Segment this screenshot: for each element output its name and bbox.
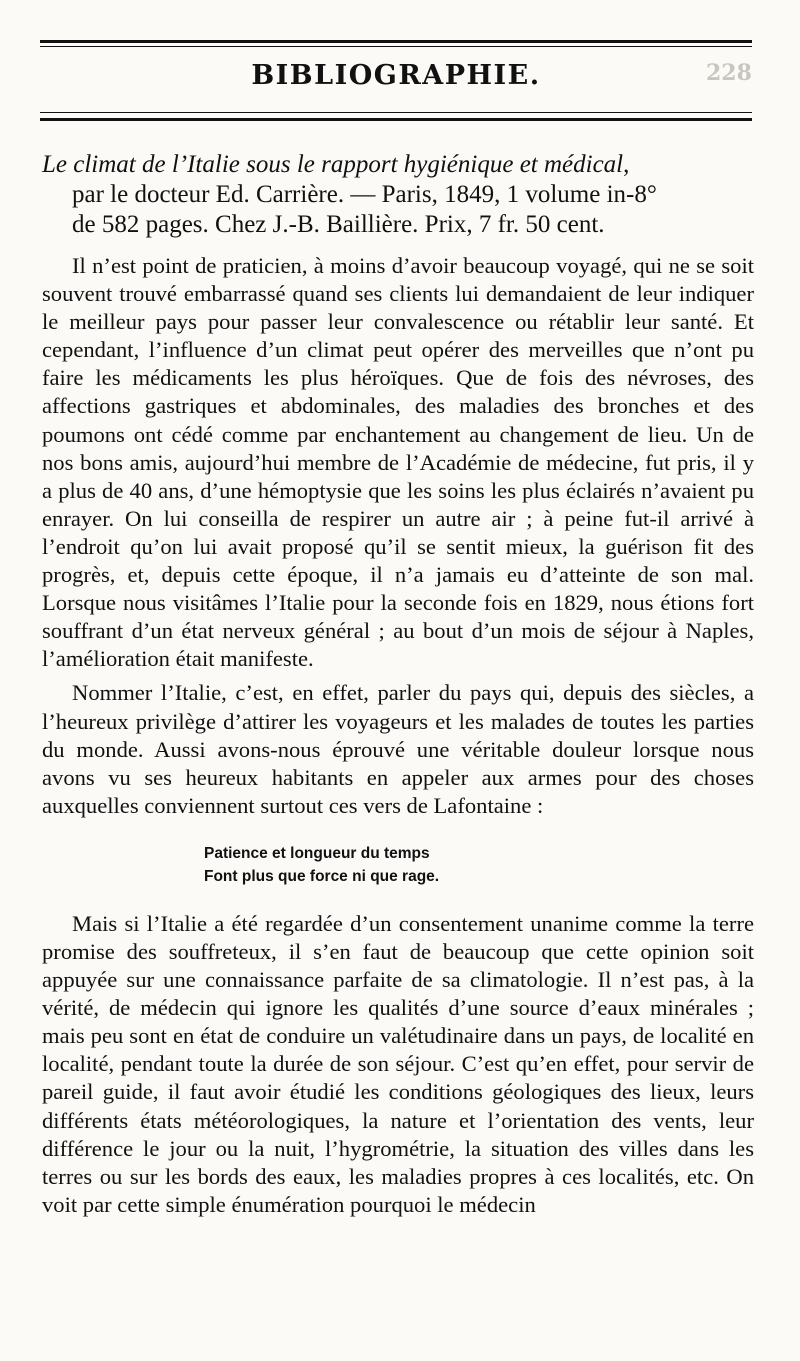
book-author-line: par le docteur Ed. Carrière. — Paris, 1849, 1 volume in-8° [72,181,657,208]
header-rule-thin [40,46,752,47]
book-title-comma: , [623,151,630,178]
paragraph-2: Nommer l’Italie, c’est, en effet, parler du pays qui, depuis des siècles, a l’heureux privilège d’attirer les voyageurs et les malades de toutes les parties du monde. Aussi avons-nous éprouvé une véritable douleur lorsque nous avons vu ses heureux habitants en appeler aux armes pour des choses auxquelles conviennent surtout ces vers de Lafontaine : [42,680,754,818]
book-publisher-line: de 582 pages. Chez J.-B. Baillière. Prix, 7 fr. 50 cent. [72,211,605,238]
title-rule-thin [40,112,752,113]
verse-quotation [204,842,754,888]
title-rule-thick [40,118,752,121]
section-title: BIBLIOGRAPHIE. [251,60,541,91]
bleed-through-page-number: 228 [706,60,752,86]
header-rule-thick [40,40,752,43]
paragraph-3: Mais si l’Italie a été regardée d’un consentement unanime comme la terre promise des souffreteux, il s’en faut de beaucoup que cette opinion soit appuyée sur une connaissance parfaite de sa climatologie. Il n’est pas, à la vérité, de médecin qui ignore les qualités d’une source d’eaux minérales ; mais peu sont en état de conduire un valétudinaire dans un pays, de localité en localité, pendant toute la durée de son séjour. C’est qu’en effet, pour servir de pareil guide, il faut avoir étudié les conditions géologiques des lieux, leurs différents états météorologiques, la nature et l’orientation des vents, leur différence le jour ou la nuit, l’hygrométrie, la situation des villes dans les terres ou sur les bords des eaux, les maladies propres à ces localités, etc. On voit par cette simple énumération pourquoi le médecin [42,910,754,1217]
book-reference-line-1 [42,150,754,180]
article-body [42,150,754,1219]
paragraph-1: Il n’est point de praticien, à moins d’avoir beaucoup voyagé, qui ne se soit souvent trouvé embarrassé quand ses clients lui demandaient de leur indiquer le meilleur pays pour passer leur convalescence ou rétablir leur santé. Et cependant, l’influence d’un climat peut opérer des merveilles que n’ont pu faire les médicaments les plus héroïques. Que de fois des névroses, des affections gastriques et abdominales, des maladies des bronches et des poumons ont cédé comme par enchantement au changement de lieu. Un de nos bons amis, aujourd’hui membre de l’Académie de médecine, fut pris, il y a plus de 40 ans, d’une hémoptysie que les soins les plus éclairés n’avaient pu enrayer. On lui conseilla de respirer un autre air ; à peine fut-il arrivé à l’endroit qu’on lui avait proposé qu’il se sentit mieux, la guérison fit des progrès, et, depuis cette époque, il n’a jamais eu d’atteinte de son mal. Lorsque nous visitâmes l’Italie pour la seconde fois en 1829, nous étions fort souffrant d’un état nerveux général ; au bout d’un mois de séjour à Naples, l’amélioration était manifeste. [42,253,754,672]
verse-line-1: Patience et longueur du temps [204,844,430,862]
book-title: Le climat de l’Italie sous le rapport hygiénique et médical [42,151,624,178]
book-reference [42,150,754,240]
verse-line-2: Font plus que force ni que rage. [204,867,440,885]
